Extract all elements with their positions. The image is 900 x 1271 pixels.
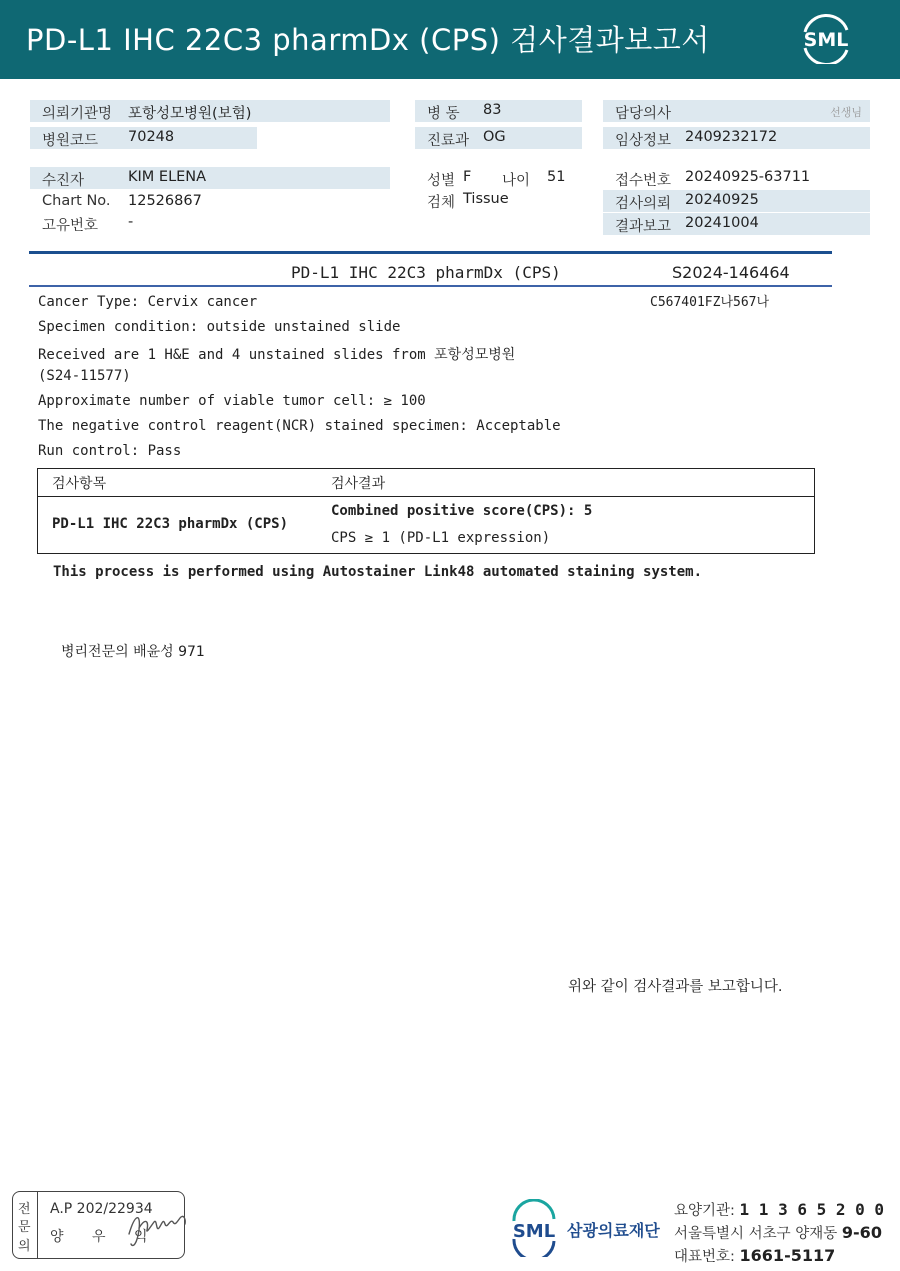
- field-doctor: 담당의사 선생님: [603, 100, 870, 122]
- result-cps-score: Combined positive score(CPS): 5: [331, 503, 593, 519]
- field-institution: 의뢰기관명 포항성모병원(보험): [30, 100, 390, 122]
- pathologist-name: 병리전문의 배윤성 971: [61, 644, 205, 660]
- footer-logo-text: SML: [512, 1221, 556, 1242]
- footer-institution-code: 요양기관: 1 1 3 6 5 2 0 0: [674, 1200, 885, 1219]
- section-rule-top: [29, 251, 832, 254]
- report-number: S2024-146464: [672, 263, 790, 282]
- closing-statement: 위와 같이 검사결과를 보고합니다.: [568, 979, 783, 995]
- field-hospital-code: 병원코드 70248: [30, 127, 257, 149]
- report-test-title: PD-L1 IHC 22C3 pharmDx (CPS): [291, 263, 561, 282]
- report-line-specimen-condition: Specimen condition: outside unstained slide: [38, 319, 401, 335]
- result-item: PD-L1 IHC 22C3 pharmDx (CPS): [52, 516, 289, 532]
- report-line-cancer-type: Cancer Type: Cervix cancer: [38, 294, 258, 310]
- field-specimen: 검체 Tissue: [427, 191, 509, 211]
- field-ward: 병 동 83: [415, 100, 582, 122]
- footer-address: 서울특별시 서초구 양재동 9-60: [674, 1223, 882, 1242]
- report-line-received: Received are 1 H&E and 4 unstained slides from 포항성모병원: [38, 347, 516, 363]
- col-item-header: 검사항목: [52, 476, 107, 492]
- report-line-slide-no: (S24-11577): [38, 368, 131, 384]
- logo-text: SML: [803, 29, 849, 51]
- field-request-date: 검사의뢰 20240925: [603, 190, 870, 212]
- field-patient-name: 수진자 KIM ELENA: [30, 167, 390, 189]
- field-report-date: 결과보고 20241004: [603, 213, 870, 235]
- footer-sml-logo-icon: [508, 1199, 560, 1257]
- footer-phone: 대표번호: 1661-5117: [674, 1246, 836, 1265]
- stamp-ap-number: A.P 202/22934: [50, 1201, 153, 1217]
- result-cps-interpretation: CPS ≥ 1 (PD-L1 expression): [331, 530, 551, 546]
- footer-brand: 삼광의료재단: [567, 1221, 660, 1240]
- stamp-name: 양 우 익: [50, 1229, 160, 1245]
- report-title: PD-L1 IHC 22C3 pharmDx (CPS) 검사결과보고서: [26, 23, 710, 57]
- sml-logo-icon: [797, 12, 855, 64]
- doctor-suffix: 선생님: [830, 106, 862, 119]
- process-note: This process is performed using Autostainer Link48 automated staining system.: [53, 564, 703, 580]
- field-age: 나이 51: [502, 169, 566, 189]
- field-unique-no: 고유번호 -: [42, 214, 134, 234]
- field-clinical-info: 임상정보 2409232172: [603, 127, 870, 149]
- signature-icon: [123, 1204, 191, 1252]
- field-department: 진료과 OG: [415, 127, 582, 149]
- pathologist-stamp: [12, 1191, 185, 1259]
- report-line-run-control: Run control: Pass: [38, 443, 182, 459]
- barcode-text: C567401FZ나567나: [650, 295, 770, 310]
- report-line-ncr: The negative control reagent(NCR) stained specimen: Acceptable: [38, 418, 561, 434]
- field-receipt-no: 접수번호 20240925-63711: [615, 169, 811, 189]
- results-header-row: [38, 469, 814, 497]
- section-rule-bottom: [29, 285, 832, 287]
- results-table: [37, 468, 815, 554]
- stamp-side-label: 전 문 의: [13, 1192, 38, 1258]
- report-header: [0, 0, 900, 79]
- report-line-tumor-cells: Approximate number of viable tumor cell: ≥ 100: [38, 393, 426, 409]
- field-chart-no: Chart No. 12526867: [42, 193, 202, 209]
- field-sex: 성별 F: [427, 169, 472, 189]
- col-result-header: 검사결과: [331, 476, 386, 492]
